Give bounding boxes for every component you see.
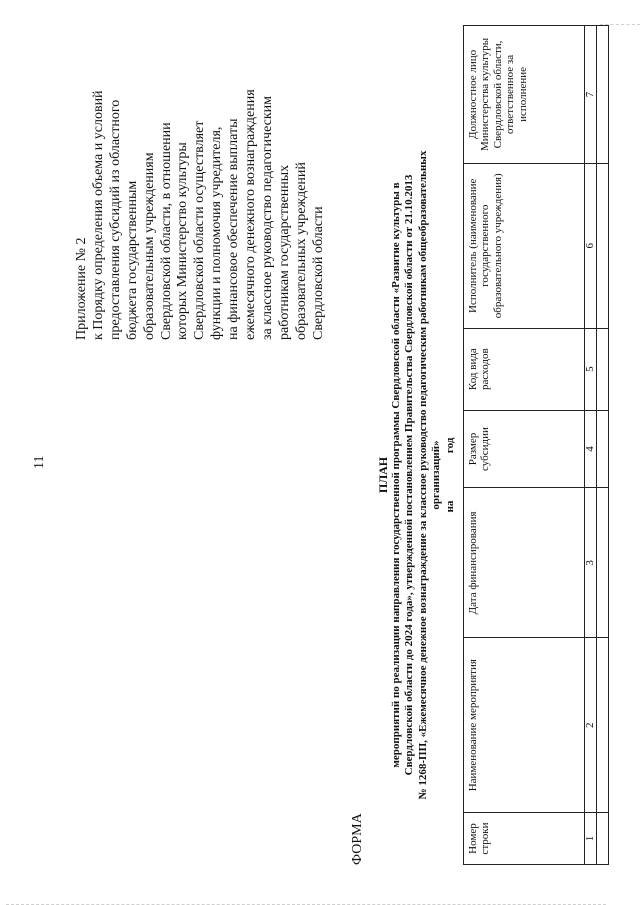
header-cell: Код вида расходов bbox=[464, 328, 585, 410]
appendix-line: за классное руководство педагогическим bbox=[259, 96, 275, 340]
appendix-line: бюджета государственным bbox=[124, 180, 140, 340]
year-suffix: год bbox=[443, 437, 456, 454]
appendix-line: к Порядку определения объема и условий bbox=[90, 90, 106, 340]
table-number-row bbox=[585, 26, 597, 865]
appendix-line: образовательным учреждениям bbox=[141, 152, 157, 340]
empty-cell bbox=[597, 488, 609, 638]
appendix-line: работникам государственных bbox=[276, 164, 292, 340]
page-number: 11 bbox=[32, 455, 47, 469]
appendix-line: ежемесячного денежного вознаграждения bbox=[243, 89, 259, 340]
header-cell: Должностное лицо Министерства культуры Свердловской области, ответственное за исполнение bbox=[464, 26, 585, 164]
empty-cell bbox=[597, 410, 609, 488]
table-empty-row bbox=[597, 26, 609, 865]
header-cell: Наименование мероприятия bbox=[464, 638, 585, 813]
empty-cell bbox=[597, 638, 609, 813]
form-label: ФОРМА bbox=[350, 813, 365, 865]
appendix-line: Свердловской области, в отношении bbox=[158, 122, 174, 340]
number-cell: 6 bbox=[585, 163, 597, 328]
plan-title: ПЛАН bbox=[376, 456, 390, 494]
year-prefix: на bbox=[443, 500, 456, 513]
number-cell: 7 bbox=[585, 26, 597, 164]
appendix-line: образовательных учреждений bbox=[293, 162, 309, 340]
plan-line: Свердловской области до 2024 года», утвержденной постановлением Правительства Свердловской области от 21.10.2013 bbox=[403, 174, 416, 776]
plan-heading bbox=[376, 65, 457, 885]
appendix-line: Свердловской области bbox=[310, 206, 326, 340]
empty-cell bbox=[597, 813, 609, 865]
appendix-line: которых Министерство культуры bbox=[175, 142, 191, 340]
empty-cell bbox=[597, 328, 609, 410]
empty-cell bbox=[597, 163, 609, 328]
number-cell: 4 bbox=[585, 410, 597, 488]
appendix-line: предоставления субсидий из областного bbox=[107, 99, 123, 340]
appendix-line: Свердловской области осуществляет bbox=[192, 120, 208, 340]
plan-table bbox=[463, 25, 609, 865]
appendix-block bbox=[74, 40, 328, 340]
header-cell: Дата финансирования bbox=[464, 488, 585, 638]
header-cell: Размер субсидии bbox=[464, 410, 585, 488]
appendix-line: функции и полномочия учредителя, bbox=[209, 126, 225, 340]
number-cell: 2 bbox=[585, 638, 597, 813]
plan-line: мероприятий по реализации направления государственной программы Свердловской области «Развитие культуры в bbox=[390, 182, 402, 768]
header-cell: Номер строки bbox=[464, 813, 585, 865]
plan-line: № 1268-ПП, «Ежемесячное денежное вознаграждение за классное руководство педагогическим работникам общеобразовательных bbox=[416, 150, 429, 800]
number-cell: 5 bbox=[585, 328, 597, 410]
header-cell: Исполнитель (наименование государственного образовательного учреждения) bbox=[464, 163, 585, 328]
number-cell: 3 bbox=[585, 488, 597, 638]
number-cell: 1 bbox=[585, 813, 597, 865]
plan-line: организаций» bbox=[430, 440, 443, 510]
plan-year-line bbox=[444, 65, 457, 885]
empty-cell bbox=[597, 26, 609, 164]
appendix-line: Приложение № 2 bbox=[74, 237, 89, 340]
appendix-line: на финансовое обеспечение выплаты bbox=[226, 118, 242, 340]
table-header-row bbox=[464, 26, 585, 865]
